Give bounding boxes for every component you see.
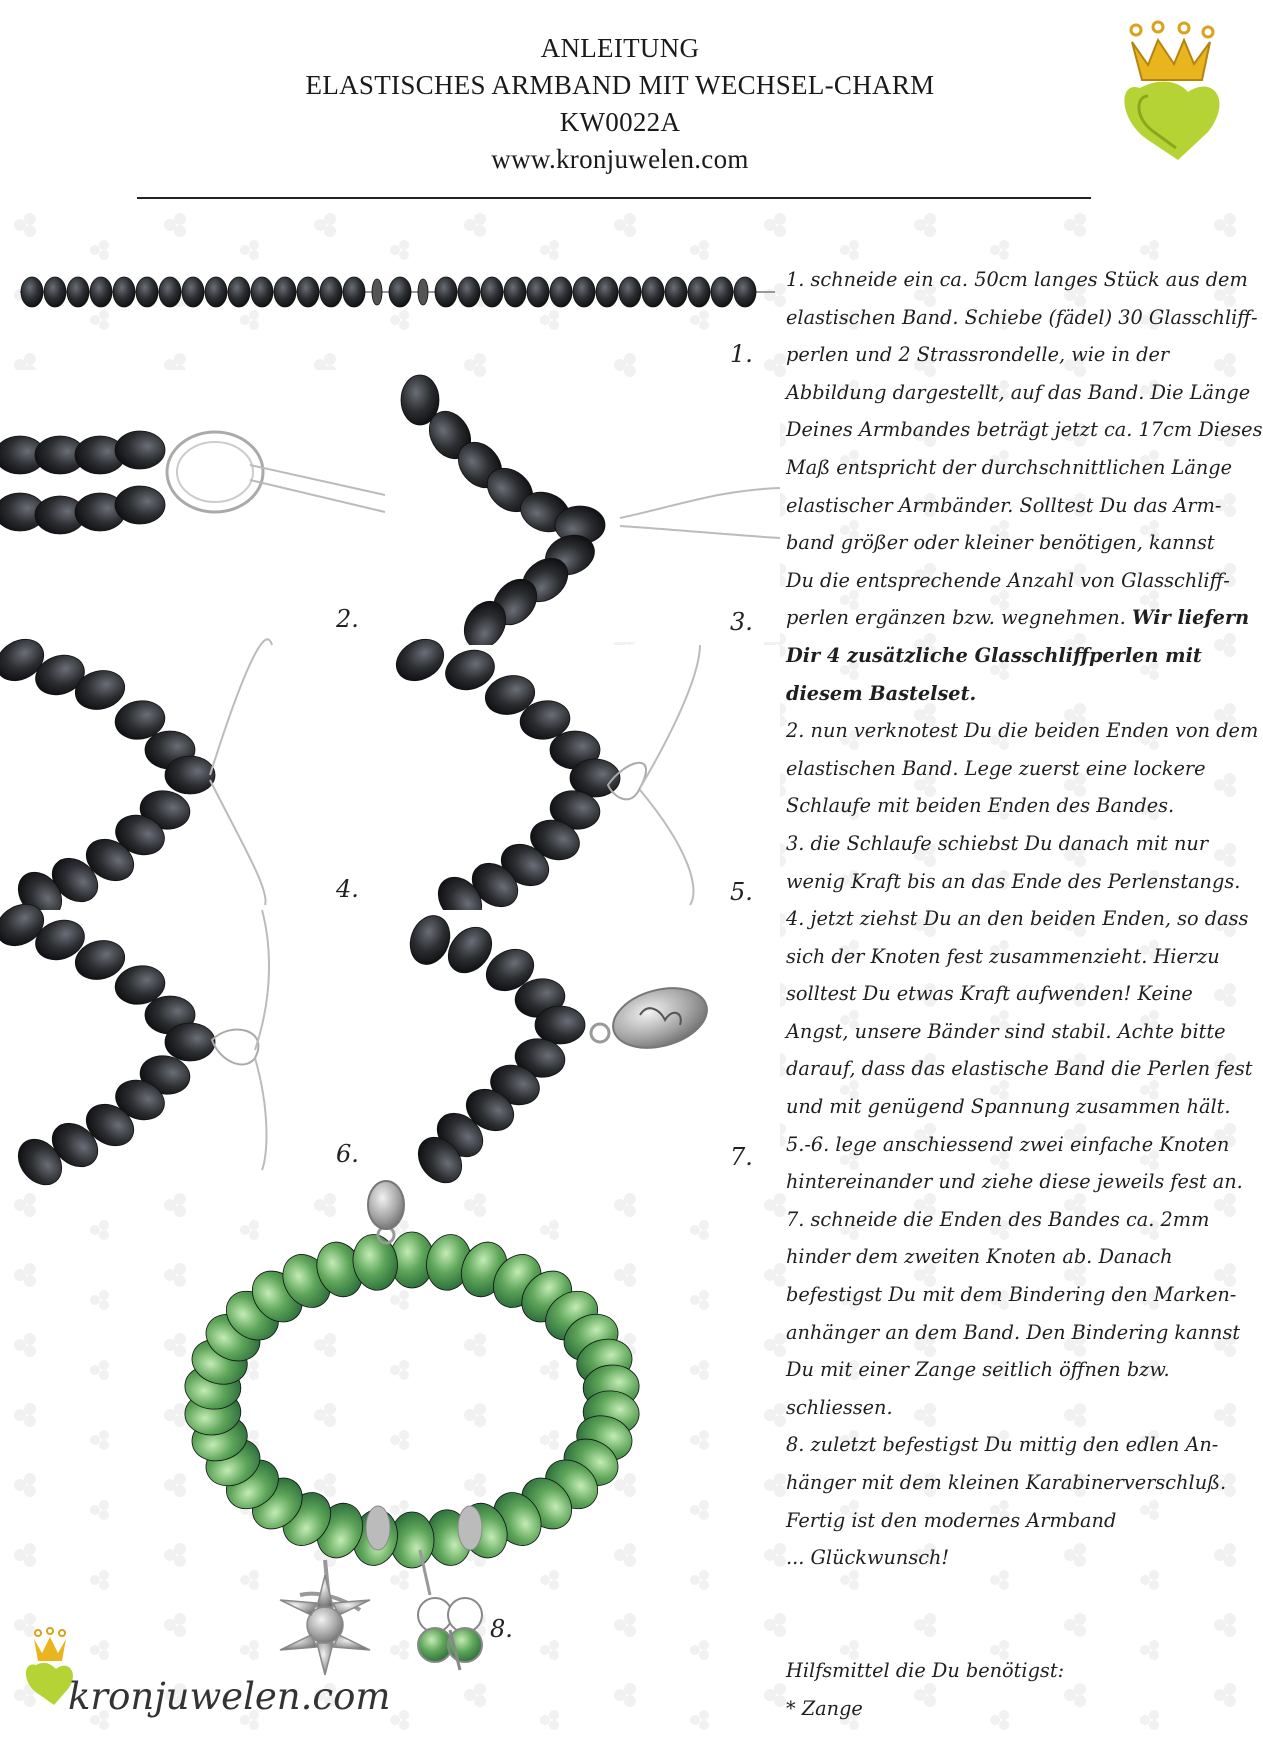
bead-shape: [115, 486, 165, 524]
instruction-line: [786, 599, 1250, 637]
bead-shape: [665, 277, 687, 307]
instruction-line: 1. schneide ein ca. 50cm langes Stück aus dem: [786, 268, 1248, 291]
instruction-line: ... Glückwunsch!: [786, 1546, 950, 1570]
step3-photo: [390, 375, 780, 656]
instruction-line: Deines Armbandes beträgt jetzt ca. 17cm Dieses: [786, 418, 1263, 442]
instruction-line: Fertig ist den modernes Armband: [786, 1508, 1117, 1532]
bead-shape: [228, 277, 250, 307]
instruction-line: anhänger an dem Band. Den Bindering kannst: [786, 1320, 1241, 1344]
instruction-line: [786, 675, 1238, 713]
bead-shape: [115, 431, 165, 469]
instruction-line: 2. nun verknotest Du die beiden Enden von dem: [786, 719, 1259, 743]
bead-shape: [159, 277, 181, 307]
instruction-line: darauf, dass das elastische Band die Perlen fest: [786, 1057, 1253, 1081]
instruction-line: befestigst Du mit dem Bindering den Marken-: [786, 1283, 1237, 1307]
bead-shape: [642, 277, 664, 307]
instruction-line: elastischen Band. Lege zuerst eine lockere: [786, 756, 1206, 780]
bead-shape: [113, 277, 135, 307]
page-header: [0, 30, 1240, 178]
instruction-line-part: perlen ergänzen bzw. wegnehmen.: [786, 606, 1132, 630]
tools-section: [786, 1652, 1238, 1727]
bead-shape: [90, 277, 112, 307]
bead-shape: [67, 277, 89, 307]
step8-green-bracelet: [183, 1181, 641, 1675]
bead-shape: [734, 277, 756, 307]
step7-photo: [390, 910, 780, 1191]
instruction-line: hintereinander und ziehe diese jeweils fest an.: [786, 1170, 1243, 1194]
step-number-4: 4.: [336, 875, 359, 903]
instruction-line: elastischen Band. Schiebe (fädel) 30 Glasschliff-: [786, 305, 1258, 329]
instruction-line: 8. zuletzt befestigst Du mittig den edlen An-: [786, 1433, 1219, 1457]
brand-logo-text: kronjuwelen.com: [68, 1675, 391, 1718]
bead-shape: [504, 277, 526, 307]
instruction-photos: [0, 250, 780, 1670]
bead-shape: [205, 277, 227, 307]
step-number-8: 8.: [490, 1615, 513, 1643]
step-number-6: 6.: [336, 1140, 359, 1168]
bead-shape: [372, 279, 382, 305]
instruction-line: sich der Knoten fest zusammenzieht. Hierzu: [786, 944, 1220, 968]
bead-shape: [418, 279, 428, 305]
step5-photo: [389, 631, 780, 931]
bead-shape: [688, 277, 710, 307]
bead-shape: [297, 277, 319, 307]
instruction-line: Schlaufe mit beiden Enden des Bandes.: [786, 794, 1175, 818]
step4-photo: [0, 631, 388, 926]
instruction-line: schliessen.: [786, 1395, 893, 1419]
bead-shape: [389, 277, 411, 307]
header-article-number: KW0022A: [559, 107, 681, 137]
instruction-line: [786, 637, 1238, 675]
step-number-2: 2.: [336, 605, 359, 633]
instruction-line: 3. die Schlaufe schiebst Du danach mit nur: [786, 831, 1209, 855]
crown-heart-logo-icon: [1118, 20, 1228, 160]
instruction-line: 5.-6. lege anschiessend zwei einfache Knoten: [786, 1132, 1230, 1156]
bead-shape: [251, 277, 273, 307]
bead-shape: [527, 277, 549, 307]
bead-shape: [550, 277, 572, 307]
bead-shape: [711, 277, 733, 307]
instruction-bold-note: Dir 4 zusätzliche Glasschliffperlen mit: [786, 643, 1202, 667]
bead-shape: [165, 756, 215, 794]
instruction-line: Du die entsprechende Anzahl von Glasschliff-: [786, 568, 1230, 592]
bead-shape: [21, 277, 43, 307]
tools-item: * Zange: [786, 1696, 863, 1720]
instruction-line: 7. schneide die Enden des Bandes ca. 2mm: [786, 1207, 1210, 1231]
step6-photo: [0, 896, 388, 1193]
instruction-line: Angst, unsere Bänder sind stabil. Achte bitte: [786, 1019, 1226, 1043]
header-website: www.kronjuwelen.com: [491, 144, 749, 174]
bead-shape: [44, 277, 66, 307]
header-divider: [137, 197, 1091, 199]
step-number-1: 1.: [730, 340, 753, 368]
instruction-bold-note: diesem Bastelset.: [786, 681, 977, 705]
bead-shape: [165, 1023, 215, 1061]
instruction-line: wenig Kraft bis an das Ende des Perlenstangs.: [786, 869, 1241, 893]
bead-shape: [182, 277, 204, 307]
step1-bead-strand: [20, 277, 775, 307]
instruction-line: 4. jetzt ziehst Du an den beiden Enden, so dass: [786, 907, 1249, 931]
header-subtitle: ELASTISCHES ARMBAND MIT WECHSEL-CHARM: [305, 70, 935, 100]
bead-shape: [458, 277, 480, 307]
instruction-line: Du mit einer Zange seitlich öffnen bzw.: [786, 1358, 1170, 1382]
instruction-line: und mit genügend Spannung zusammen hält.: [786, 1095, 1231, 1119]
bead-shape: [596, 277, 618, 307]
bead-shape: [535, 1006, 585, 1044]
instruction-line: perlen und 2 Strassrondelle, wie in der: [786, 343, 1170, 367]
instruction-line: hänger mit dem kleinen Karabinerverschluß.: [786, 1471, 1227, 1494]
bead-shape: [320, 277, 342, 307]
bead-shape: [481, 277, 503, 307]
tools-title: Hilfsmittel die Du benötigst:: [786, 1659, 1065, 1682]
instruction-line: elastischer Armbänder. Solltest Du das Arm-: [786, 493, 1222, 517]
step-number-7: 7.: [730, 1143, 753, 1171]
instruction-line: hinder dem zweiten Knoten ab. Danach: [786, 1245, 1173, 1269]
step-number-5: 5.: [730, 878, 753, 906]
instruction-line: band größer oder kleiner benötigen, kannst: [786, 531, 1215, 555]
instruction-line: Maß entspricht der durchschnittlichen Länge: [786, 455, 1233, 479]
header-title: ANLEITUNG: [540, 33, 700, 63]
bead-shape: [619, 277, 641, 307]
instruction-text: [786, 261, 1263, 1577]
instruction-line: Abbildung dargestellt, auf das Band. Die Länge: [786, 380, 1251, 404]
bead-shape: [136, 277, 158, 307]
instruction-bold-note: Wir liefern: [1131, 606, 1250, 630]
bead-shape: [343, 277, 365, 307]
instruction-line: solltest Du etwas Kraft aufwenden! Keine: [786, 982, 1193, 1006]
bead-shape: [573, 277, 595, 307]
kronjuwelen-brand-logo: [16, 1625, 391, 1735]
bead-shape: [274, 277, 296, 307]
small-crown-heart-icon: [26, 1628, 73, 1705]
bead-shape: [435, 277, 457, 307]
step-number-3: 3.: [730, 608, 753, 636]
